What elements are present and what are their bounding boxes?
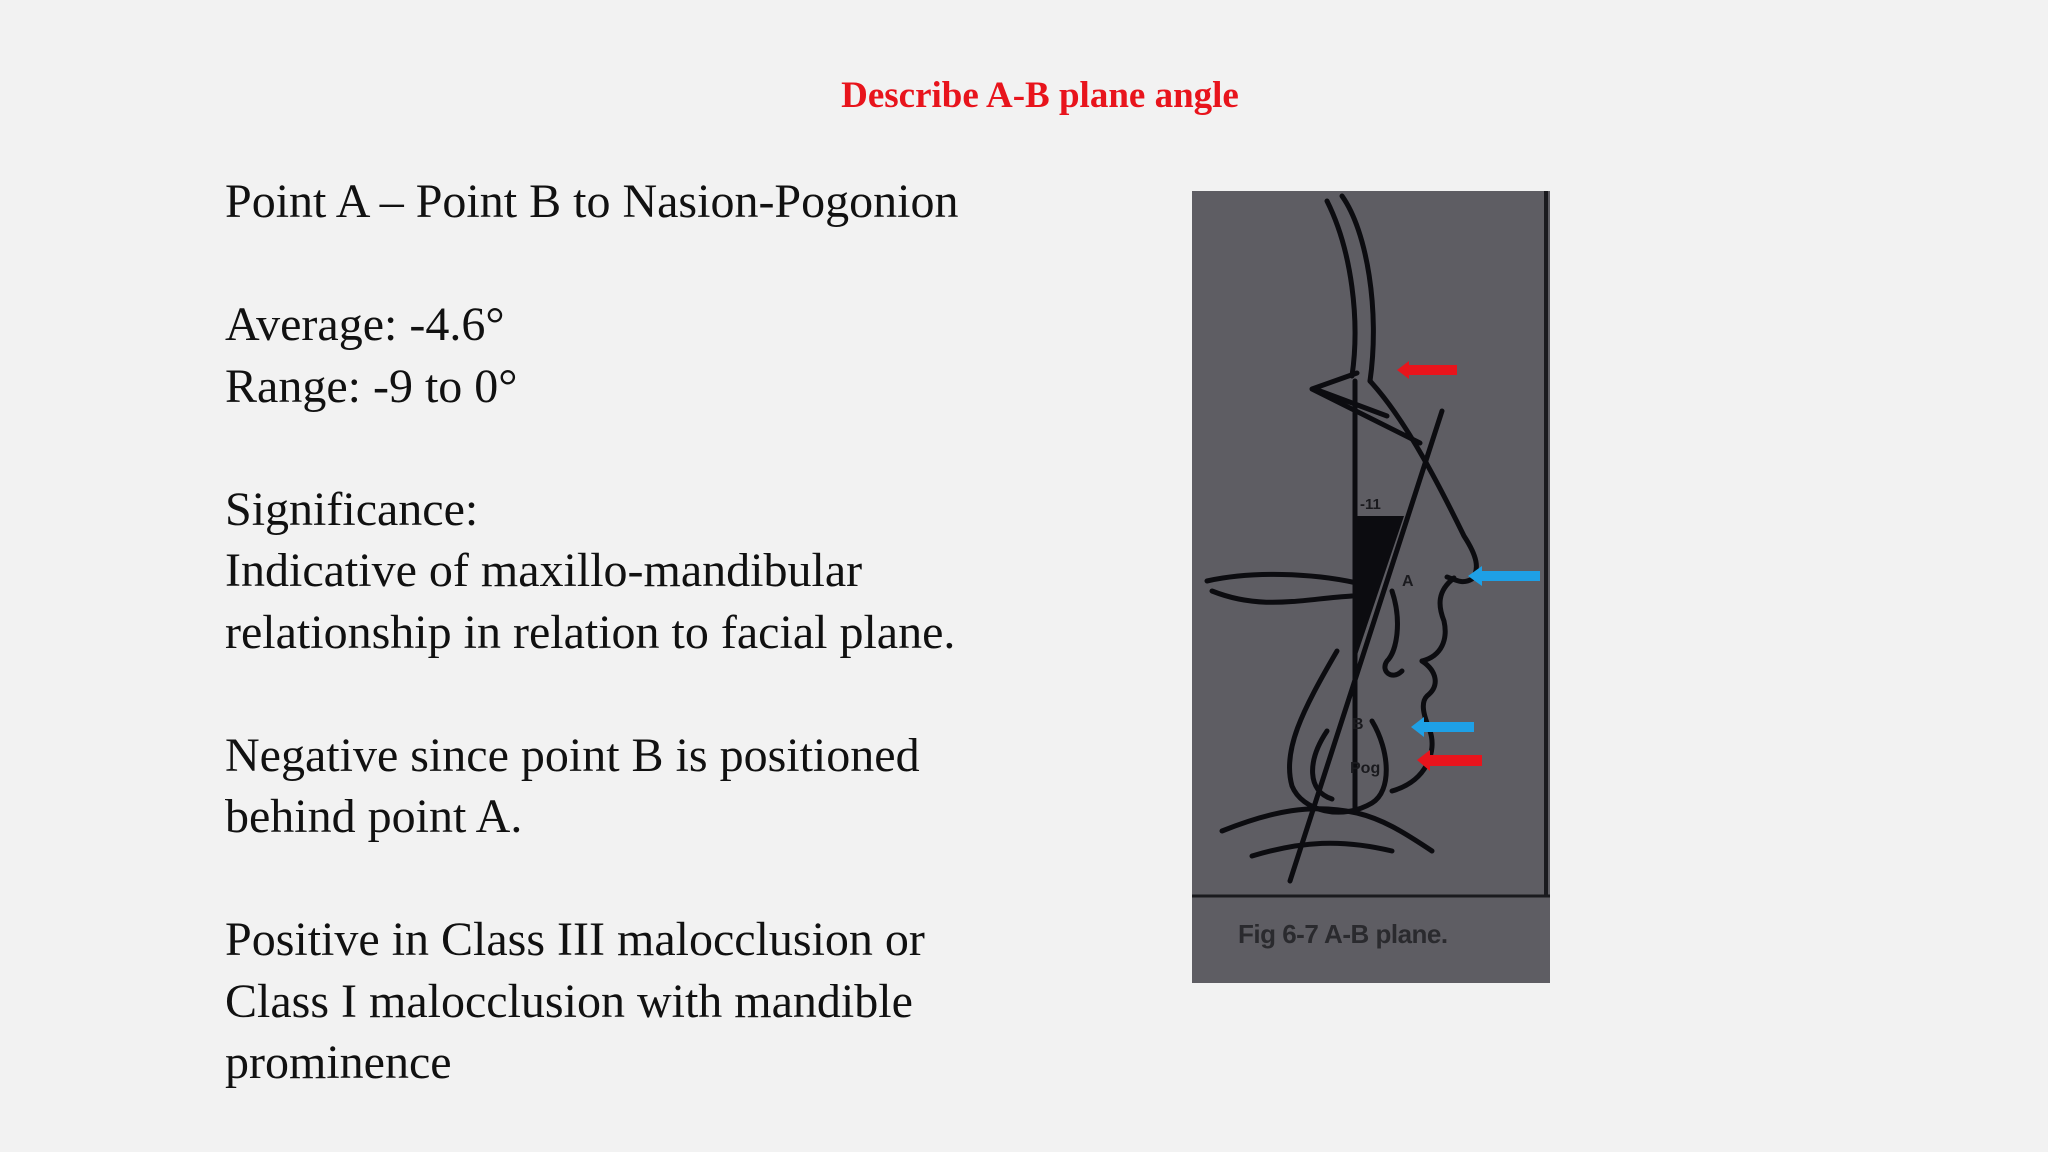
average-line: Average: -4.6° [225, 298, 505, 351]
red-arrow-nasion [1397, 361, 1457, 379]
frontal-inner-outline [1327, 201, 1355, 376]
upper-lip [1422, 578, 1454, 661]
palatal-plane [1207, 574, 1357, 583]
hyoid-line [1252, 843, 1392, 856]
angle-label: -11 [1360, 496, 1381, 513]
maxilla-outline [1212, 591, 1352, 602]
positive-line-3: prominence [225, 1036, 452, 1089]
significance-line-2: relationship in relation to facial plane. [225, 605, 956, 659]
blue-arrow-point-a [1468, 566, 1540, 586]
cephalometric-figure [1192, 191, 1550, 983]
red-arrow-pogonion [1417, 750, 1482, 771]
slide-title: Describe A-B plane angle [841, 75, 1239, 116]
positive-line-1: Positive in Class III malocclusion or [225, 913, 925, 966]
point-a-label: A [1402, 573, 1414, 590]
negative-line-1: Negative since point B is positioned [225, 728, 920, 782]
point-b-label: B [1352, 716, 1364, 733]
blue-arrow-point-b [1411, 717, 1474, 737]
paragraph-spacer [225, 848, 1125, 910]
slide-body [225, 171, 1125, 1094]
figure-caption: Fig 6-7 A-B plane. [1238, 919, 1448, 949]
significance-heading: Significance: [225, 482, 479, 536]
pog-label: Pog [1350, 760, 1381, 777]
paragraph-spacer [225, 417, 1125, 479]
forehead-outline [1342, 196, 1373, 381]
cephalometric-tracing [1192, 191, 1550, 983]
definition-line: Point A – Point B to Nasion-Pogonion [225, 175, 959, 228]
range-line: Range: -9 to 0° [225, 359, 518, 413]
paragraph-spacer [225, 663, 1125, 725]
paragraph-spacer [225, 233, 1125, 295]
significance-line-1: Indicative of maxillo-mandibular [225, 544, 863, 597]
negative-line-2: behind point A. [225, 790, 523, 843]
positive-line-2: Class I malocclusion with mandible [225, 974, 913, 1028]
incisor-outline [1385, 591, 1402, 675]
